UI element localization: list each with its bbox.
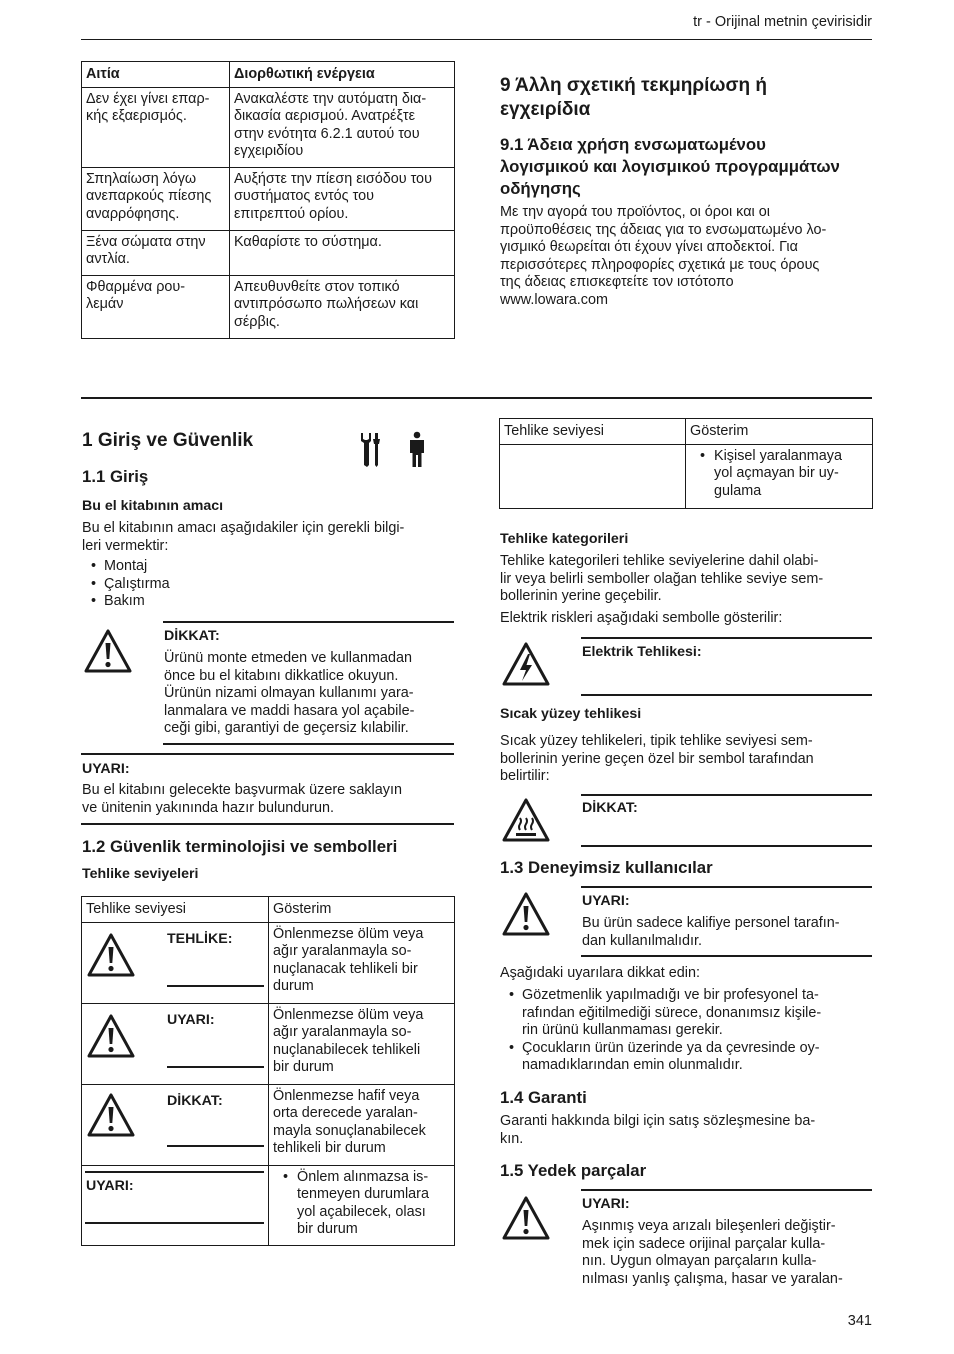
section-heading-9-1: 9.1 Άδεια χρήση ενσωματωμένου λογισμικού και λογισμικού προγραμμάτων οδήγησης [500,135,840,198]
list-item: • Kişisel yaralanmaya yol açmayan bir uy- gulama [690,448,868,500]
section-heading-9: 9 Άλλη σχετική τεκμηρίωση ή εγχειρίδια [500,75,767,120]
level-label: TEHLİKE: [167,931,233,948]
notice-top-rule [163,621,454,623]
document-header: tr - Orijinal metnin çevirisidir [693,14,872,30]
person-icon [405,431,429,475]
tools-icon [358,431,384,475]
meaning-cell [686,445,873,509]
column-header: Διορθωτική ενέργεια [230,62,455,88]
section-heading-1: 1 Giriş ve Güvenlik [82,430,254,451]
hot-surface-icon [500,797,552,843]
action-cell: Αυξήστε την πίεση εισόδου του συστήματος εντός του επιτρεπτού ορίου. [230,168,455,231]
notice-label: UYARI: [582,893,630,909]
column-header: Tehlike seviyesi [82,897,269,923]
table-row [82,88,455,168]
levels-title: Tehlike seviyeleri [82,866,199,882]
hot-surface-title: Sıcak yüzey tehlikesi [500,706,642,722]
hot-surface-paragraph: Sıcak yüzey tehlikeleri, tipik tehlike seviyesi sem- bollerinin yerine geçen özel bir sembol tarafından belirtilir: [500,733,814,784]
section-heading-1-3: 1.3 Deneyimsiz kullanıcılar [500,858,713,877]
inexperienced-intro: Aşağıdaki uyarılara dikkat edin: [500,965,700,981]
notice-label: Elektrik Tehlikesi: [582,644,702,660]
header-rule [81,39,872,40]
table-row [82,923,455,1004]
notice-bottom-rule [581,955,872,957]
table-row [82,168,455,231]
section-heading-1-2: 1.2 Güvenlik terminolojisi ve sembolleri [82,837,398,856]
table-header-row [82,62,455,88]
notice-label: DİKKAT: [164,628,220,644]
action-cell: Καθαρίστε το σύστημα. [230,231,455,276]
list-item: • Montaj [82,558,454,576]
cause-cell: Δεν έχει γίνει επαρ- κής εξαερισμός. [82,88,230,168]
notice-label: UYARI: [582,1196,630,1212]
warning-triangle-icon [500,891,552,937]
notice-text: Bu ürün sadece kalifiye personel tarafın- dan kullanılmalıdır. [582,915,840,949]
meaning-cell: Önlenmezse ölüm veya ağır yaralanmayla so- nuçlanacak tehlikeli bir durum [269,923,455,1004]
table-row [82,231,455,276]
categories-title: Tehlike kategorileri [500,531,629,547]
level-rule [85,1222,264,1224]
notice-bottom-rule [163,743,454,745]
table-row [82,1166,455,1246]
column-header: Gösterim [269,897,455,923]
warranty-paragraph: Garanti hakkında bilgi için satış sözleşmesine ba- kın. [500,1113,816,1147]
note-top-rule [81,753,454,755]
level-label: UYARI: [167,1012,215,1029]
notice-bottom-rule [581,694,872,696]
table-header-row [500,419,873,445]
warning-triangle-icon [500,1195,552,1241]
action-cell: Ανακαλέστε την αυτόματη δια- δικασία αερισμού. Ανατρέξτε στην ενότητα 6.2.1 αυτού του εγχειριδίου [230,88,455,168]
column-header: Tehlike seviyesi [500,419,686,445]
purpose-title: Bu el kitabının amacı [82,498,224,514]
page-number: 341 [847,1313,872,1329]
warning-triangle-icon [85,1013,137,1059]
list-item: • Bakım [82,593,454,611]
level-label: DİKKAT: [167,1093,223,1110]
note-bottom-rule [81,823,454,825]
section-heading-1-4: 1.4 Garanti [500,1088,587,1107]
hazard-levels-table-continued [499,418,873,509]
level-rule [167,985,264,987]
level-cell [82,1166,269,1246]
level-rule [85,1171,264,1173]
purpose-paragraph: Bu el kitabının amacı aşağıdakiler için gerekli bilgi- leri vermektir: [82,520,405,554]
notice-label: DİKKAT: [582,800,638,816]
table-row [82,1085,455,1166]
action-cell: Απευθυνθείτε στον τοπικό αντιπρόσωπο πωλήσεων και σέρβις. [230,276,455,339]
column-header: Αιτία [82,62,230,88]
level-cell [82,923,269,1004]
warning-triangle-icon [82,628,134,674]
notice-top-rule [581,1189,872,1191]
list-item: • Çocukların ürün üzerinde ya da çevresinde oy- namadıklarından emin olunmalıdır. [500,1040,872,1075]
warning-triangle-icon [85,1092,137,1138]
table-header-row [82,897,455,923]
notice-top-rule [581,794,872,796]
electric-hazard-icon [500,641,552,687]
cause-cell: Σπηλαίωση λόγω ανεπαρκούς πίεσης αναρρόφησης. [82,168,230,231]
inexperienced-list [500,987,872,1075]
column-header: Gösterim [686,419,873,445]
list-item: • Gözetmenlik yapılmadığı ve bir profesyonel ta- rafından eğitilmediği sürece, donanımsız kişile- rin ürünü kullanmaması gerekir. [500,987,872,1040]
level-cell [82,1085,269,1166]
notice-top-rule [581,637,872,639]
section-heading-1-5: 1.5 Yedek parçalar [500,1161,647,1180]
categories-paragraph: Tehlike kategorileri tehlike seviyelerine dahil olabi- lir veya belirli semboller olağan tehlike seviye sem- bollerinin yerine geçebilir. [500,553,824,604]
level-cell [500,445,686,509]
hazard-levels-table [81,896,455,1246]
table-row [82,1004,455,1085]
troubleshooting-table [81,61,455,339]
meaning-cell: Önlenmezse ölüm veya ağır yaralanmayla so- nuçlanabilecek tehlikeli bir durum [269,1004,455,1085]
electric-intro: Elektrik riskleri aşağıdaki sembolle gösterilir: [500,610,783,626]
level-rule [167,1066,264,1068]
level-cell [82,1004,269,1085]
meaning-cell: Önlenmezse hafif veya orta derecede yaralan- mayla sonuçlanabilecek tehlikeli bir durum [269,1085,455,1166]
notice-bottom-rule [581,845,872,847]
table-row [500,445,873,509]
purpose-list [82,558,454,611]
cause-cell: Ξένα σώματα στην αντλία. [82,231,230,276]
note-label: UYARI: [82,761,130,777]
table-row [82,276,455,339]
section-heading-1-1: 1.1 Giriş [82,467,149,486]
notice-text: Aşınmış veya arızalı bileşenleri değiştir- mek için sadece orijinal parçalar kulla- nın. Uygun olmayan parçaların kulla- nılması yanlış çalışma, hasar ve yaralan- [582,1218,843,1287]
list-item: • Çalıştırma [82,576,454,594]
license-paragraph: Με την αγορά του προϊόντος, οι όροι και οι προϋποθέσεις της άδειας για το ενσωματωμένο λο- γισμικό θεωρείται ότι έχουν γίνει αποδεκτοί. Για περισσότερες πληροφορίες σχετικά με τους όρους της άδειας επισκεφτείτε τον ιστότοπο www.lowara.com [500,204,827,308]
notice-top-rule [581,886,872,888]
meaning-cell [269,1166,455,1246]
level-label: UYARI: [86,1178,134,1195]
cause-cell: Φθαρμένα ρου- λεμάν [82,276,230,339]
notice-text: Ürünü monte etmeden ve kullanmadan önce bu el kitabını dikkatlice okuyun. Ürünün nizami olmayan kullanımı yara- lanmalara ve maddi hasara yol açabile- ceği gibi, garantiyi de geçersiz kılabilir. [164,650,415,736]
note-text: Bu el kitabını gelecekte başvurmak üzere saklayın ve ünitenin yakınında hazır bulundurun. [82,782,402,816]
level-rule [167,1145,264,1147]
section-divider [81,397,872,399]
list-item: • Önlem alınmazsa is- tenmeyen durumlara yol açabilecek, olası bir durum [273,1169,450,1238]
warning-triangle-icon [85,932,137,978]
